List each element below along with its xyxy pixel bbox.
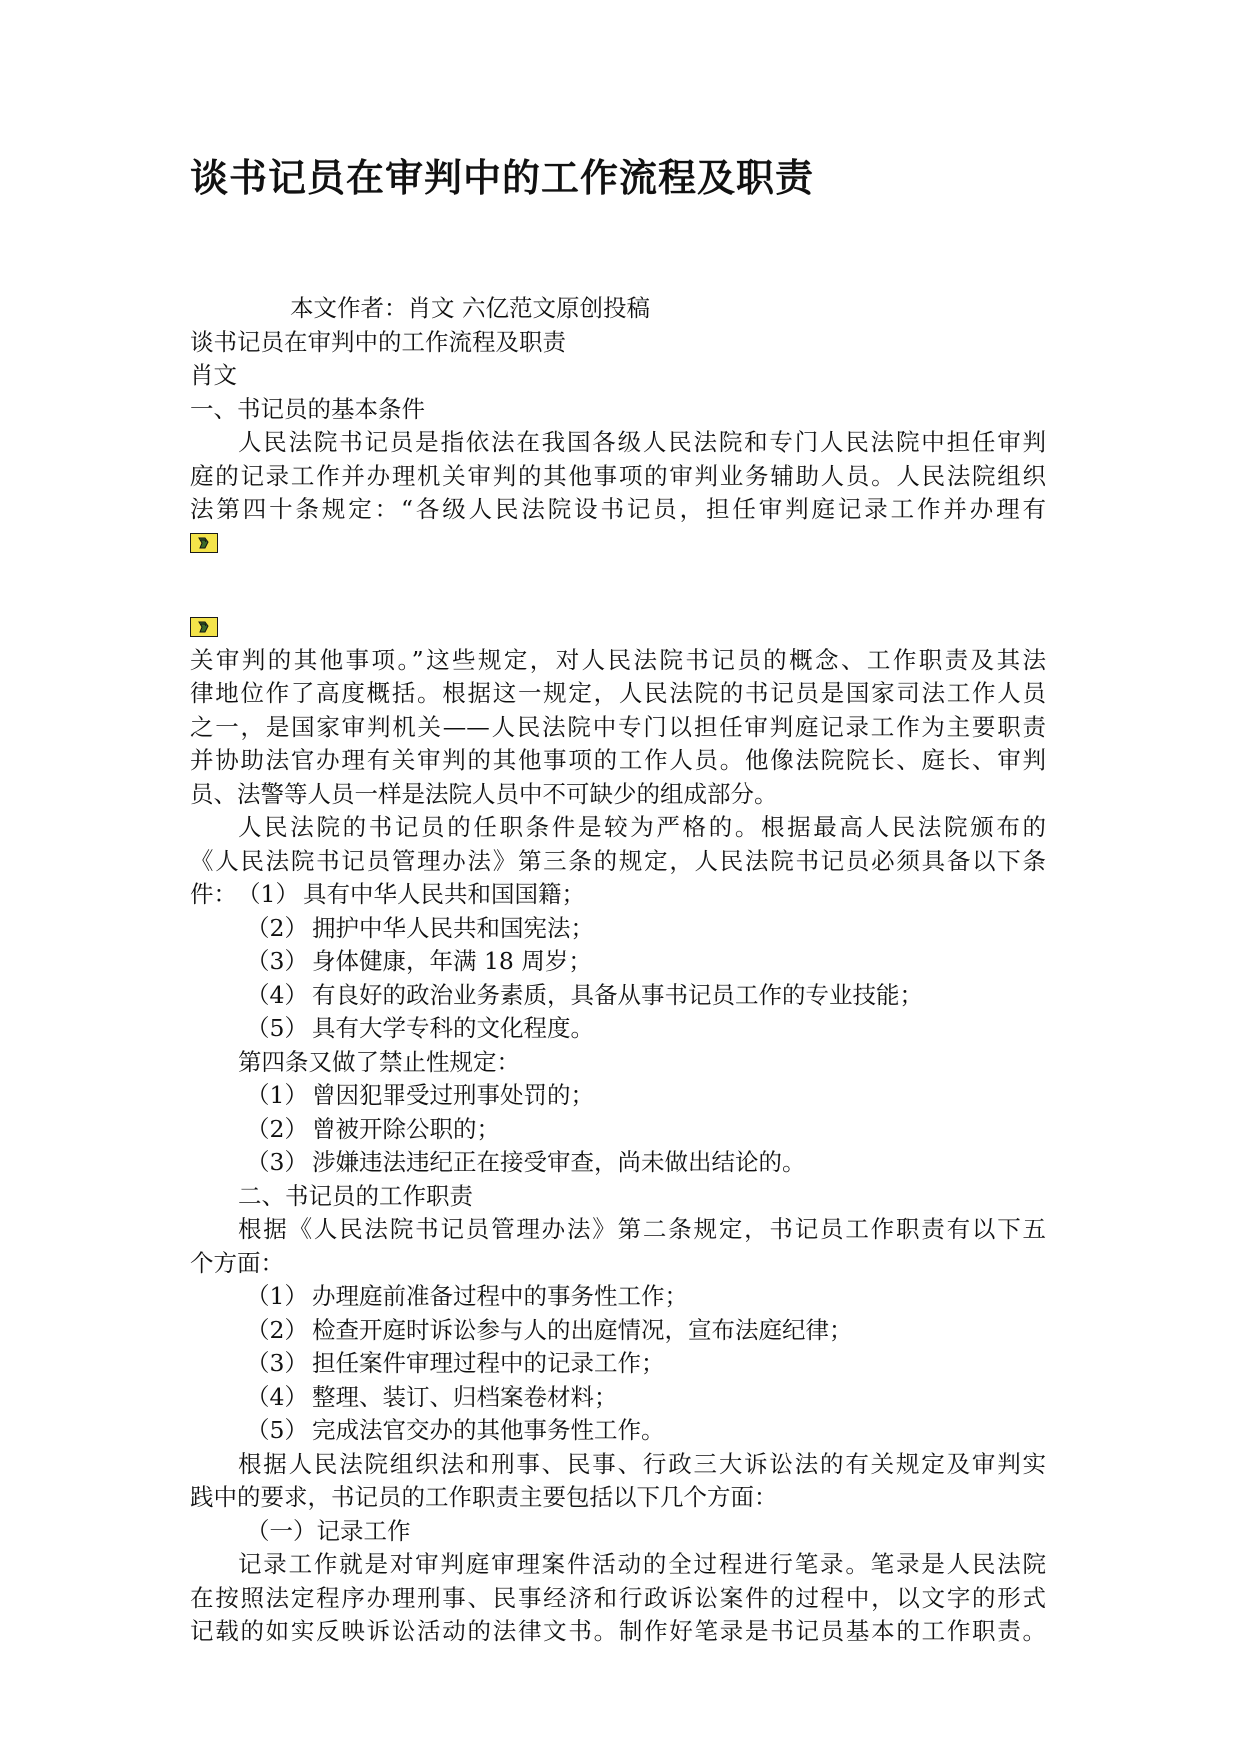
paragraph-line: 第四条又做了禁止性规定： bbox=[238, 1047, 520, 1076]
list-text: 担任案件审理过程中的记录工作； bbox=[312, 1349, 665, 1377]
list-item bbox=[190, 1347, 1046, 1381]
list-number: （3） bbox=[246, 1349, 308, 1377]
page-title: 谈书记员在审判中的工作流程及职责 bbox=[190, 155, 815, 200]
subtitle: 谈书记员在审判中的工作流程及职责 bbox=[190, 327, 566, 356]
list-text: 完成法官交办的其他事务性工作。 bbox=[312, 1416, 665, 1444]
list-item bbox=[190, 979, 1046, 1013]
paragraph-line: 记录工作就是对审判庭审理案件活动的全过程进行笔录。笔录是人民法院 bbox=[238, 1550, 1046, 1578]
list-number: （5） bbox=[246, 1416, 308, 1444]
list-number: （1） bbox=[246, 1081, 308, 1109]
paragraph-line: 《人民法院书记员管理办法》第三条的规定，人民法院书记员必须具备以下条 bbox=[190, 846, 1046, 875]
byline: 本文作者：肖文 六亿范文原创投稿 bbox=[290, 294, 650, 322]
list-text: 曾因犯罪受过刑事处罚的； bbox=[312, 1081, 594, 1109]
list-item bbox=[190, 1012, 1046, 1046]
paragraph-line: 记载的如实反映诉讼活动的法律文书。制作好笔录是书记员基本的工作职责。 bbox=[190, 1617, 1046, 1645]
list-item bbox=[190, 878, 1046, 912]
paragraph-line: 个方面： bbox=[190, 1248, 284, 1277]
paragraph-line: 员、法警等人员一样是法院人员中不可缺少的组成部分。 bbox=[190, 779, 778, 808]
paragraph-line: 践中的要求，书记员的工作职责主要包括以下几个方面： bbox=[190, 1483, 778, 1511]
paragraph-line: 人民法院书记员是指依法在我国各级人民法院和专门人民法院中担任审判 bbox=[238, 428, 1046, 456]
list-item bbox=[190, 1280, 1046, 1314]
spacer bbox=[190, 560, 1046, 610]
list-number: （5） bbox=[246, 1014, 308, 1042]
list-item bbox=[190, 1146, 1046, 1180]
list-text: 检查开庭时诉讼参与人的出庭情况，宣布法庭纪律； bbox=[312, 1315, 853, 1344]
embedded-object-icon[interactable] bbox=[190, 617, 218, 637]
author-name: 肖文 bbox=[190, 361, 237, 389]
list-number: （2） bbox=[246, 913, 308, 942]
paragraph-line: 之一，是国家审判机关——人民法院中专门以担任审判庭记录工作为主要职责 bbox=[190, 712, 1046, 741]
list-text: 身体健康，年满 18 周岁； bbox=[312, 947, 592, 975]
list-item bbox=[190, 1079, 1046, 1113]
list-item bbox=[190, 912, 1046, 946]
list-text: 拥护中华人民共和国宪法； bbox=[312, 913, 594, 942]
paragraph-line: 律地位作了高度概括。根据这一规定，人民法院的书记员是国家司法工作人员 bbox=[190, 679, 1046, 707]
list-text: 具有中华人民共和国国籍； bbox=[303, 880, 585, 908]
list-number: （4） bbox=[246, 980, 308, 1009]
list-number: （1） bbox=[246, 1282, 308, 1310]
section-heading-2: 二、书记员的工作职责 bbox=[238, 1181, 473, 1210]
document-body bbox=[190, 292, 1046, 1649]
list-number: （3） bbox=[246, 1148, 308, 1176]
paragraph-line: 关审判的其他事项。”这些规定，对人民法院书记员的概念、工作职责及其法 bbox=[190, 645, 1046, 674]
subsection-heading: （一）记录工作 bbox=[246, 1516, 411, 1545]
list-number: （2） bbox=[246, 1114, 308, 1143]
paragraph-line-prefix: 件： bbox=[190, 880, 237, 908]
list-text: 涉嫌违法违纪正在接受审查，尚未做出结论的。 bbox=[312, 1148, 806, 1176]
paragraph-line: 根据《人民法院书记员管理办法》第二条规定，书记员工作职责有以下五 bbox=[238, 1215, 1046, 1243]
list-item bbox=[190, 1414, 1046, 1448]
list-item bbox=[190, 1113, 1046, 1147]
list-number: （2） bbox=[246, 1315, 308, 1344]
list-item bbox=[190, 1314, 1046, 1348]
list-item bbox=[190, 1381, 1046, 1415]
list-number: （1） bbox=[237, 880, 299, 908]
list-number: （4） bbox=[246, 1382, 308, 1411]
paragraph-line: 庭的记录工作并办理机关审判的其他事项的审判业务辅助人员。人民法院组织 bbox=[190, 461, 1046, 490]
embedded-object-icon[interactable] bbox=[190, 533, 218, 553]
embedded-object-row bbox=[190, 610, 1046, 644]
embedded-object-row bbox=[190, 527, 1046, 561]
section-heading-1: 一、书记员的基本条件 bbox=[190, 394, 425, 423]
list-item bbox=[190, 945, 1046, 979]
list-text: 整理、装订、归档案卷材料； bbox=[312, 1382, 618, 1411]
paragraph-line: 并协助法官办理有关审判的其他事项的工作人员。他像法院院长、庭长、审判 bbox=[190, 746, 1046, 774]
list-text: 办理庭前准备过程中的事务性工作； bbox=[312, 1282, 688, 1310]
paragraph-line: 根据人民法院组织法和刑事、民事、行政三大诉讼法的有关规定及审判实 bbox=[238, 1449, 1046, 1478]
list-text: 有良好的政治业务素质，具备从事书记员工作的专业技能； bbox=[312, 980, 923, 1009]
list-text: 曾被开除公职的； bbox=[312, 1114, 500, 1143]
paragraph-line: 人民法院的书记员的任职条件是较为严格的。根据最高人民法院颁布的 bbox=[238, 813, 1046, 841]
paragraph-line: 法第四十条规定：“各级人民法院设书记员，担任审判庭记录工作并办理有 bbox=[190, 495, 1046, 523]
list-text: 具有大学专科的文化程度。 bbox=[312, 1014, 594, 1042]
paragraph-line: 在按照法定程序办理刑事、民事经济和行政诉讼案件的过程中，以文字的形式 bbox=[190, 1583, 1046, 1612]
list-number: （3） bbox=[246, 947, 308, 975]
